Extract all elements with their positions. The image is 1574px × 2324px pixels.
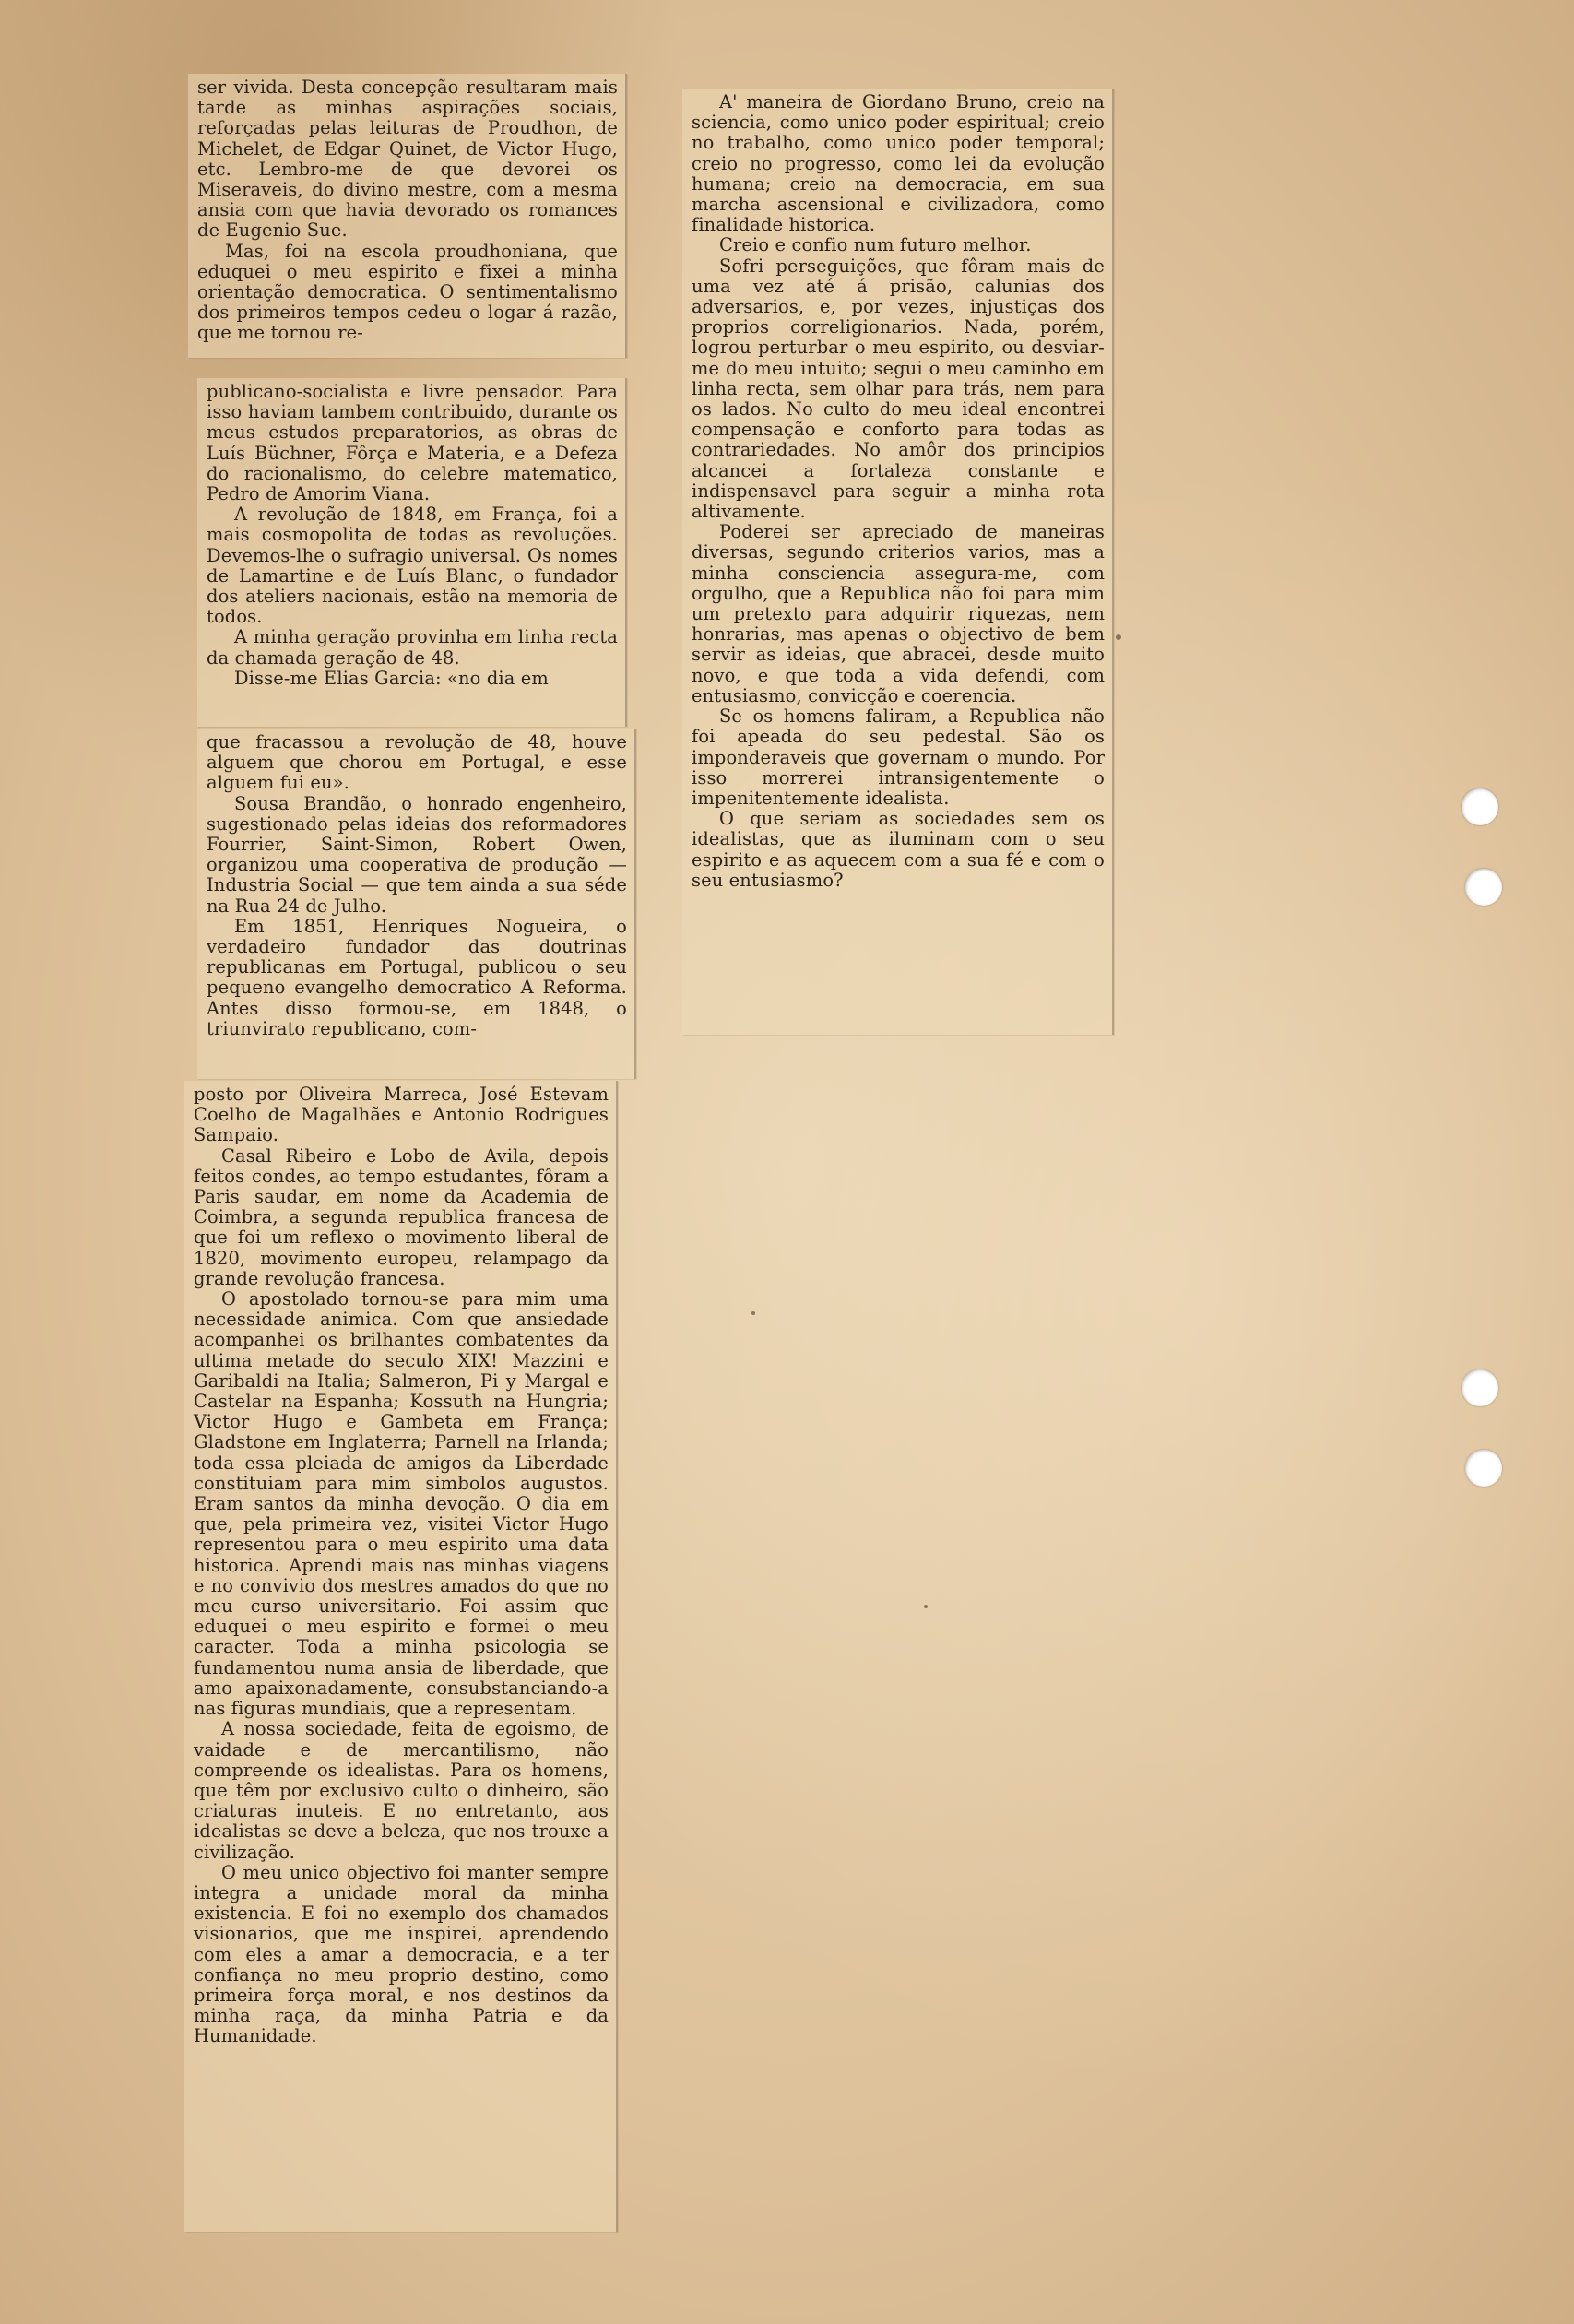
- paper-mark: [1116, 634, 1121, 640]
- paragraph: A minha geração provinha em linha recta da chamada geração de 48.: [207, 626, 618, 669]
- paragraph: Sousa Brandão, o honrado engenheiro, sugestionado pelas ideias dos reformadores Fourrier, Saint-Simon, Robert Owen, organizou uma cooperativa de produção — Industria Social — que tem ainda a sua séde na Rua 24 de Julho.: [207, 792, 627, 917]
- punch-hole: [1465, 1450, 1502, 1487]
- paragraph: O meu unico objectivo foi manter sempre integra a unidade moral da minha existencia. E foi no exemplo dos chamados visionarios, que me inspirei, aprendendo com eles a amar a democracia, e a ter confiança no meu proprio destino, como primeira força moral, e nos destinos da minha raça, da minha Patria e da Humanidade.: [194, 1861, 609, 2047]
- paragraph: Mas, foi na escola proudhoniana, que eduquei o meu espirito e fixei a minha orientação democratica. O sentimentalismo dos primeiros tempos cedeu o logar á razão, que me tornou re-: [197, 240, 618, 344]
- article-clipping-2: [197, 378, 627, 727]
- paragraph: Se os homens faliram, a Republica não foi apeada do seu pedestal. São os imponderaveis que governam o mundo. Por isso morrerei intransigentemente o impenitentemente idealista.: [692, 706, 1105, 809]
- punch-hole: [1465, 869, 1502, 906]
- punch-hole: [1462, 1370, 1498, 1406]
- paragraph: Casal Ribeiro e Lobo de Avila, depois feitos condes, ao tempo estudantes, fôram a Paris saudar, em nome da Academia de Coimbra, a segunda republica francesa de que foi um reflexo o movimento liberal de 1820, movimento europeu, relampago da grande revolução francesa.: [194, 1144, 609, 1289]
- paragraph: Disse-me Elias Garcia: «no dia em: [234, 667, 549, 689]
- article-clipping-3: [197, 729, 636, 1079]
- paragraph: publicano-socialista e livre pensador. Para isso haviam tambem contribuido, durante os meus estudos preparatorios, as obras de Luís Büchner, Fôrça e Materia, e a Defeza do racionalismo, do celebre matematico, Pedro de Amorim Viana.: [207, 381, 618, 505]
- article-clipping-4: [184, 1081, 618, 2232]
- paragraph: O que seriam as sociedades sem os idealistas, que as iluminam com o seu espirito e as aquecem com a sua fé e com o seu entusiasmo?: [692, 808, 1105, 891]
- paper-mark: [924, 1605, 928, 1608]
- article-clipping-1: [188, 74, 627, 358]
- paragraph: O apostolado tornou-se para mim uma necessidade animica. Com que ansiedade acompanhei os brilhantes combatentes da ultima metade do seculo XIX! Mazzini e Garibaldi na Italia; Salmeron, Pi y Margal e Castelar na Espanha; Kossuth na Hungria; Victor Hugo e Gambeta em França; Gladstone em Inglaterra; Parnell na Irlanda; toda essa pleiada de amigos da Liberdade constituiam para mim simbolos augustos. Eram santos da minha devoção. O dia em que, pela primeira vez, visitei Victor Hugo representou para o meu espirito uma data historica. Aprendi mais nas minhas viagens e no convivio dos mestres amados do que no meu curso universitario. Foi assim que eduquei o meu espirito e formei o meu caracter. Toda a minha psicologia se fundamentou numa ansia de liberdade, que amo apaixonadamente, consubstanciando-a nas figuras mundiais, que a representam.: [194, 1288, 609, 1720]
- paragraph: Sofri perseguições, que fôram mais de uma vez até á prisão, calunias dos adversarios, e, por vezes, injustiças dos proprios correligionarios. Nada, porém, logrou perturbar o meu espirito, ou desviar-me do meu intuito; segui o meu caminho em linha recta, sem olhar para trás, nem para os lados. No culto do meu ideal encontrei compensação e conforto para todas as contrariedades. No amôr dos principios alcancei a fortaleza constante e indispensavel para seguir a minha rota altivamente.: [692, 255, 1105, 523]
- paragraph: posto por Oliveira Marreca, José Estevam Coelho de Magalhães e Antonio Rodrigues Sampaio.: [194, 1084, 609, 1146]
- paragraph: Em 1851, Henriques Nogueira, o verdadeiro fundador das doutrinas republicanas em Portugal, publicou o seu pequeno evangelho democratico A Reforma. Antes disso formou-se, em 1848, o triunvirato republicano, com-: [207, 915, 627, 1039]
- paragraph: A' maneira de Giordano Bruno, creio na sciencia, como unico poder espiritual; creio no trabalho, como unico poder temporal; creio no progresso, como lei da evolução humana; creio na democracia, em sua marcha ascensional e civilizadora, como finalidade historica.: [692, 91, 1105, 236]
- paragraph: ser vivida. Desta concepção resultaram mais tarde as minhas aspirações sociais, reforçadas pelas leituras de Proudhon, de Michelet, de Edgar Quinet, de Victor Hugo, etc. Lembro-me de que devorei os Miseraveis, do divino mestre, com a mesma ansia com que havia devorado os romances de Eugenio Sue.: [197, 77, 618, 242]
- article-clipping-5: [682, 89, 1114, 1035]
- paragraph: Poderei ser apreciado de maneiras diversas, segundo criterios varios, mas a minha consciencia assegura-me, com orgulho, que a Republica não foi para mim um pretexto para adquirir riquezas, nem honrarias, mas apenas o objectivo de bem servir as ideias, que abracei, desde muito novo, e que toda a vida defendi, com entusiasmo, convicção e coerencia.: [692, 521, 1105, 706]
- paragraph: A revolução de 1848, em França, foi a mais cosmopolita de todas as revoluções. Devemos-lhe o sufragio universal. Os nomes de Lamartine e de Luís Blanc, o fundador dos ateliers nacionais, estão na memoria de todos.: [207, 504, 618, 628]
- paragraph: Creio e confio num futuro melhor.: [719, 234, 1032, 256]
- punch-hole: [1462, 788, 1498, 825]
- paragraph: A nossa sociedade, feita de egoismo, de vaidade e de mercantilismo, não compreende os idealistas. Para os homens, que têm por exclusivo culto o dinheiro, são criaturas inuteis. E no entretanto, aos idealistas se deve a beleza, que nos trouxe a civilização.: [194, 1718, 609, 1863]
- paper-mark: [751, 1311, 755, 1315]
- paragraph: que fracassou a revolução de 48, houve alguem que chorou em Portugal, e esse alguem fui eu».: [207, 731, 627, 794]
